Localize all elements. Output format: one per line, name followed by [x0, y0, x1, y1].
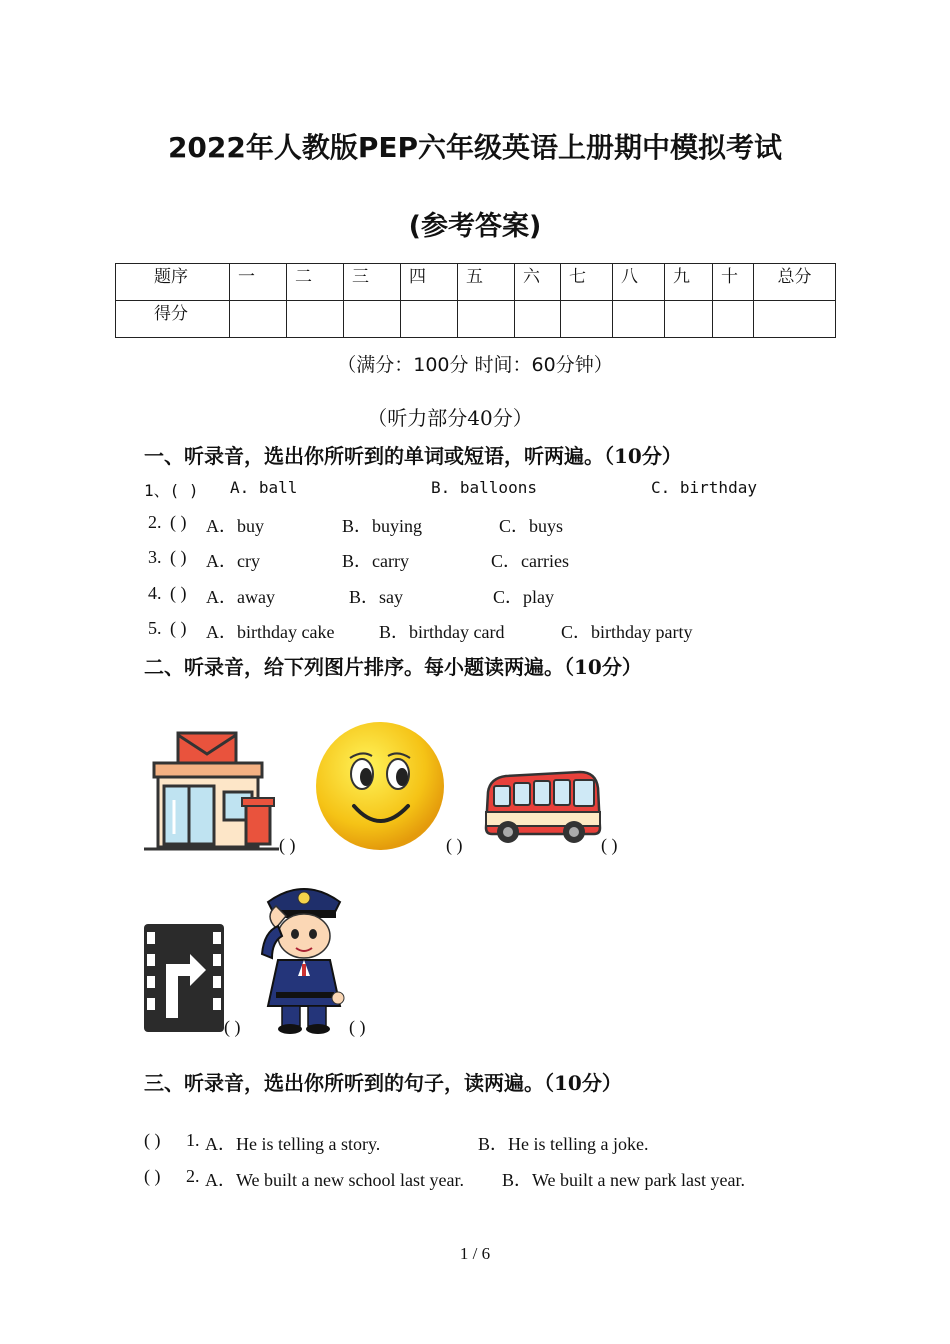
- score-col-7: 七: [561, 264, 613, 301]
- q3-option-a[interactable]: A．cry: [206, 551, 260, 571]
- score-header-label: 题序: [116, 264, 230, 301]
- s3-q2-number: 2.: [186, 1166, 200, 1186]
- s3-q1-option-b[interactable]: B．He is telling a joke.: [478, 1134, 649, 1154]
- score-col-6: 六: [515, 264, 561, 301]
- score-table-header-row: [116, 264, 836, 301]
- score-cell[interactable]: [713, 301, 754, 338]
- q1-option-c[interactable]: C. birthday: [651, 478, 757, 497]
- score-cell[interactable]: [613, 301, 665, 338]
- score-col-5: 五: [458, 264, 515, 301]
- score-table: [115, 263, 836, 338]
- q5-answer-blank[interactable]: ( ): [170, 618, 187, 638]
- picture-3-answer-blank[interactable]: ( ): [601, 835, 618, 855]
- q3-answer-blank[interactable]: ( ): [170, 547, 187, 567]
- s3-q1-number: 1.: [186, 1130, 200, 1150]
- page-subtitle: (参考答案): [408, 211, 542, 242]
- turn-right-sign-icon: [144, 924, 224, 1032]
- score-row-label: 得分: [116, 301, 230, 338]
- section2-title: 二、听录音，给下列图片排序。每小题读两遍。（10分）: [144, 655, 642, 679]
- score-cell[interactable]: [287, 301, 344, 338]
- q2-option-b[interactable]: B．buying: [342, 516, 423, 536]
- s3-q2-answer-blank[interactable]: ( ): [144, 1166, 161, 1186]
- q3-option-c[interactable]: C．carries: [491, 551, 569, 571]
- picture-4-answer-blank[interactable]: ( ): [224, 1017, 241, 1037]
- post-office-icon: [144, 730, 279, 852]
- s3-q1-answer-blank[interactable]: ( ): [144, 1130, 161, 1150]
- score-col-10: 十: [713, 264, 754, 301]
- score-cell[interactable]: [401, 301, 458, 338]
- police-officer-icon: [258, 880, 350, 1034]
- q4-option-c[interactable]: C．play: [493, 587, 554, 607]
- page-number: 1 / 6: [459, 1244, 491, 1263]
- picture-1-answer-blank[interactable]: ( ): [279, 835, 296, 855]
- picture-2-answer-blank[interactable]: ( ): [446, 835, 463, 855]
- bus-icon: [482, 770, 602, 848]
- q1-option-b[interactable]: B. balloons: [431, 478, 537, 497]
- q5-option-b[interactable]: B．birthday card: [379, 622, 505, 642]
- listening-header: （听力部分40分）: [367, 406, 533, 430]
- q2-number: 2.: [148, 512, 162, 532]
- q5-number: 5.: [148, 618, 162, 638]
- score-col-1: 一: [230, 264, 287, 301]
- score-col-8: 八: [613, 264, 665, 301]
- q1-option-a[interactable]: A. ball: [230, 478, 298, 497]
- q5-option-c[interactable]: C．birthday party: [561, 622, 693, 642]
- q1-prefix: 1、( ): [144, 481, 199, 500]
- q4-option-a[interactable]: A．away: [206, 587, 275, 607]
- score-cell[interactable]: [458, 301, 515, 338]
- q3-option-b[interactable]: B．carry: [342, 551, 409, 571]
- page-title: 2022年人教版PEP六年级英语上册期中模拟考试: [167, 131, 783, 164]
- s3-q1-option-a[interactable]: A．He is telling a story.: [205, 1134, 381, 1154]
- exam-info: （满分：100分 时间：60分钟）: [337, 354, 613, 376]
- score-cell[interactable]: [230, 301, 287, 338]
- q3-number: 3.: [148, 547, 162, 567]
- s3-q2-option-a[interactable]: A．We built a new school last year.: [205, 1170, 464, 1190]
- q4-number: 4.: [148, 583, 162, 603]
- q2-option-c[interactable]: C．buys: [499, 516, 564, 536]
- score-col-2: 二: [287, 264, 344, 301]
- score-cell[interactable]: [665, 301, 713, 338]
- score-cell[interactable]: [515, 301, 561, 338]
- q4-option-b[interactable]: B．say: [349, 587, 403, 607]
- q5-option-a[interactable]: A．birthday cake: [206, 622, 335, 642]
- score-total-label: 总分: [754, 264, 836, 301]
- score-cell[interactable]: [561, 301, 613, 338]
- section1-title: 一、听录音，选出你所听到的单词或短语，听两遍。（10分）: [144, 444, 682, 468]
- score-table-score-row: [116, 301, 836, 338]
- score-cell[interactable]: [754, 301, 836, 338]
- score-col-4: 四: [401, 264, 458, 301]
- smiley-face-icon: [314, 720, 446, 852]
- s3-q2-option-b[interactable]: B．We built a new park last year.: [502, 1170, 745, 1190]
- score-col-9: 九: [665, 264, 713, 301]
- q2-answer-blank[interactable]: ( ): [170, 512, 187, 532]
- q4-answer-blank[interactable]: ( ): [170, 583, 187, 603]
- score-cell[interactable]: [344, 301, 401, 338]
- score-col-3: 三: [344, 264, 401, 301]
- picture-5-answer-blank[interactable]: ( ): [349, 1017, 366, 1037]
- section3-title: 三、听录音，选出你所听到的句子，读两遍。（10分）: [144, 1071, 622, 1095]
- q2-option-a[interactable]: A．buy: [206, 516, 264, 536]
